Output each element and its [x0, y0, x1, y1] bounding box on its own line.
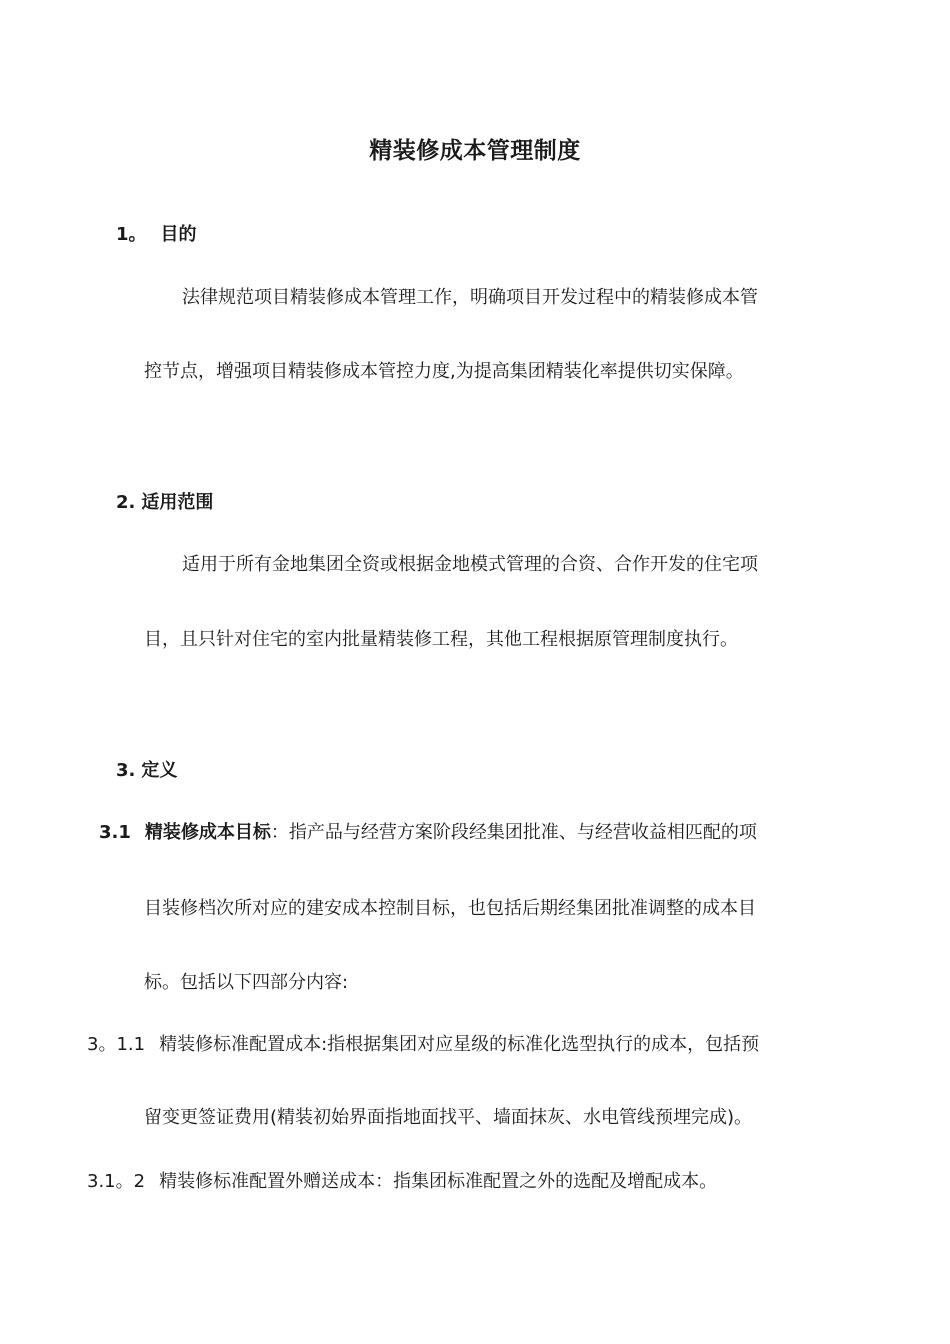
section-1-heading — [116, 223, 197, 247]
section-title: 目的 — [160, 224, 197, 245]
section-3-heading — [116, 759, 177, 783]
subsection-number: 3。1.1 — [87, 1034, 146, 1055]
definition-text: ：指产品与经营方案阶段经集团批准、与经营收益相匹配的项 — [270, 822, 757, 843]
subsection-3-1-2-line — [87, 1170, 717, 1194]
paragraph-line: 法律规范项目精装修成本管理工作，明确项目开发过程中的精装修成本管 — [182, 287, 758, 308]
definition-text: 精装修标准配置成本:指根据集团对应星级的标准化选型执行的成本，包括预 — [159, 1034, 760, 1055]
section-number: 1。 — [116, 224, 147, 245]
defined-term: 精装修成本目标 — [144, 822, 271, 843]
paragraph-line: 标。包括以下四部分内容: — [144, 972, 349, 993]
paragraph-line: 目装修档次所对应的建安成本控制目标，也包括后期经集团批准调整的成本目 — [144, 898, 756, 919]
definition-text: 精装修标准配置外赠送成本：指集团标准配置之外的选配及增配成本。 — [159, 1171, 718, 1192]
section-title: 适用范围 — [141, 492, 214, 513]
subsection-number: 3.1 — [99, 822, 131, 843]
paragraph-line: 适用于所有金地集团全资或根据金地模式管理的合资、合作开发的住宅项 — [182, 554, 758, 575]
paragraph-line: 控节点，增强项目精装修成本管控力度,为提高集团精装化率提供切实保障。 — [144, 361, 744, 382]
document-title: 精装修成本管理制度 — [369, 138, 581, 164]
section-title: 定义 — [141, 760, 178, 781]
paragraph-line: 留变更签证费用(精装初始界面指地面找平、墙面抹灰、水电管线预埋完成)。 — [144, 1107, 753, 1128]
section-number: 3. — [116, 760, 136, 781]
subsection-3-1-1-line — [87, 1033, 759, 1057]
subsection-3-1-line — [99, 821, 757, 845]
subsection-number: 3.1。2 — [87, 1171, 146, 1192]
section-number: 2. — [116, 492, 136, 513]
paragraph-line: 目，且只针对住宅的室内批量精装修工程，其他工程根据原管理制度执行。 — [144, 629, 738, 650]
section-2-heading — [116, 491, 213, 515]
